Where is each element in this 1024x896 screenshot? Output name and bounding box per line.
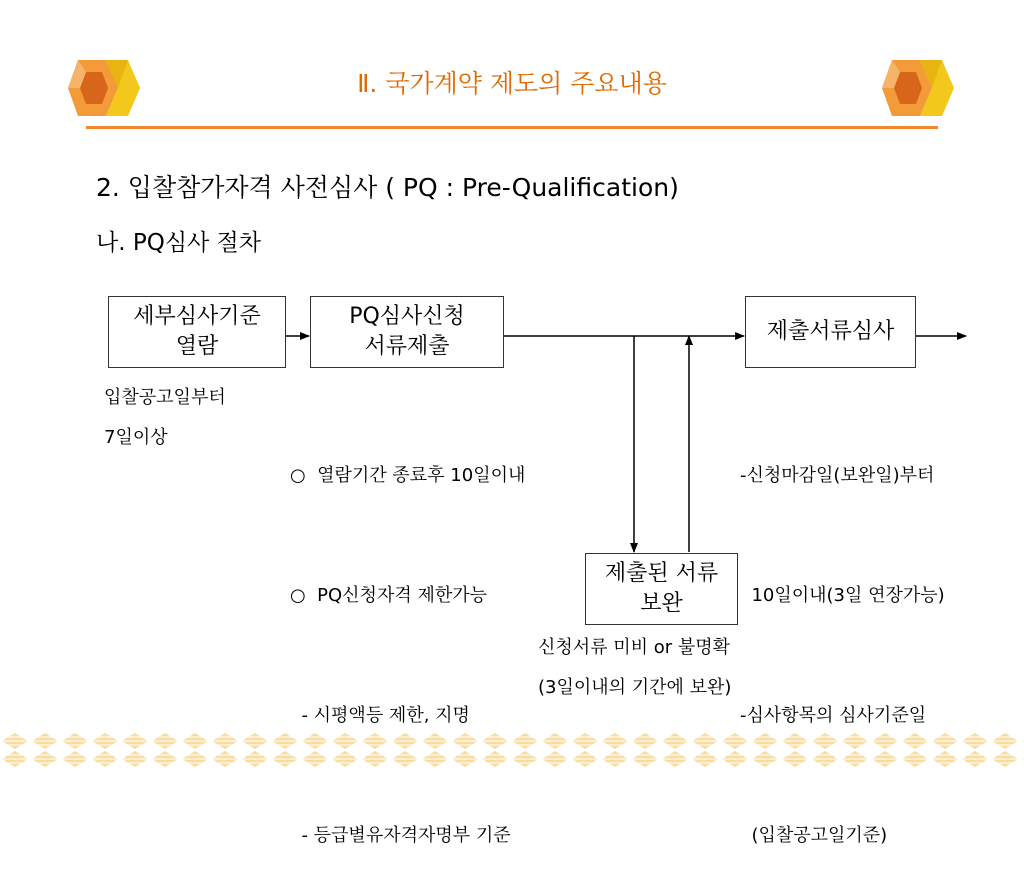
page-title: Ⅱ. 국가계약 제도의 주요내용	[357, 69, 667, 98]
note-line: - 등급별유자격자명부 기준	[290, 825, 511, 846]
note-line: 입찰공고일부터	[104, 387, 226, 408]
note-box2	[290, 376, 525, 896]
note-line: (입찰공고일기준)	[740, 825, 888, 846]
note-line: -신청마감일(보완일)부터	[740, 465, 935, 486]
footer-diamond-pattern	[0, 732, 1024, 768]
note-line: 10일이내(3일 연장가능)	[740, 585, 945, 606]
note-line: (3일이내의 기간에 보완)	[538, 677, 732, 698]
flow-box-document-supplement	[585, 553, 738, 625]
note-line: ○ 열람기간 종료후 10일이내	[290, 465, 526, 486]
note-line: 7일이상	[104, 427, 168, 448]
flow-box-pq-application	[310, 296, 504, 368]
section-subheading: 나. PQ심사 절차	[96, 230, 261, 256]
note-line: ○ PQ신청자격 제한가능	[290, 585, 487, 606]
box2-line2: 서류제출	[364, 334, 450, 359]
box1-line2: 열람	[175, 334, 219, 359]
box3-line1: 제출서류심사	[766, 319, 895, 344]
note-line: -심사항목의 심사기준일	[740, 705, 927, 726]
box2-line1: PQ심사신청	[349, 304, 465, 329]
note-line: 신청서류 미비 or 불명확	[538, 637, 731, 658]
note-line: - 시평액등 제한, 지명	[290, 705, 470, 726]
note-box1	[104, 378, 226, 458]
section-heading: 2. 입찰참가자격 사전심사 ( PQ : Pre-Qualification)	[96, 173, 679, 202]
box4-line2: 보완	[640, 591, 683, 616]
box1-line1: 세부심사기준	[133, 304, 261, 329]
flow-box-detail-criteria	[108, 296, 286, 368]
box4-line1: 제출된 서류	[604, 561, 719, 586]
flow-box-document-review	[745, 296, 916, 368]
note-box4	[538, 628, 731, 708]
note-box3	[740, 376, 945, 896]
